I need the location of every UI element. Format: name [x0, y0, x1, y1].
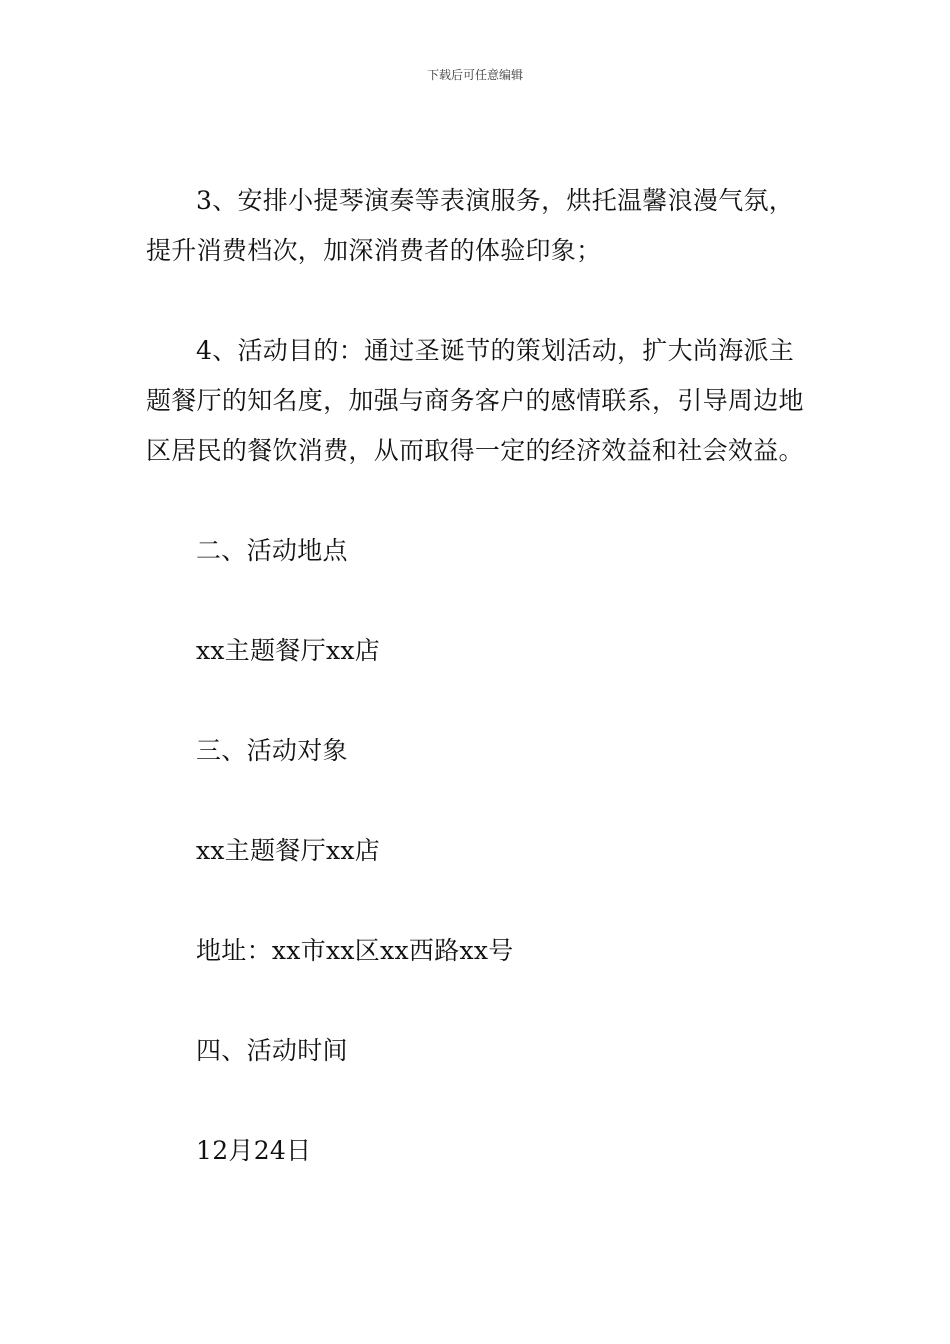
- section-heading-time: 四、活动时间: [196, 1036, 348, 1065]
- page-header-note: 下载后可任意编辑: [426, 68, 523, 82]
- paragraph-activity-purpose: 4、活动目的：通过圣诞节的策划活动，扩大尚海派主题餐厅的知名度，加强与商务客户的感情联系，引导周边地区居民的餐饮消费，从而取得一定的经济效益和社会效益。: [146, 336, 804, 465]
- section-heading-target: 三、活动对象: [196, 736, 348, 765]
- document-body: [146, 176, 810, 1176]
- target-value: xx主题餐厅xx店: [196, 836, 381, 865]
- paragraph-item-3: 3、安排小提琴演奏等表演服务，烘托温馨浪漫气氛，提升消费档次，加深消费者的体验印象；: [146, 186, 795, 265]
- location-value: xx主题餐厅xx店: [196, 636, 381, 665]
- date-value: 12月24日: [196, 1136, 312, 1165]
- section-heading-location: 二、活动地点: [196, 536, 348, 565]
- address-line: 地址：xx市xx区xx西路xx号: [196, 936, 514, 965]
